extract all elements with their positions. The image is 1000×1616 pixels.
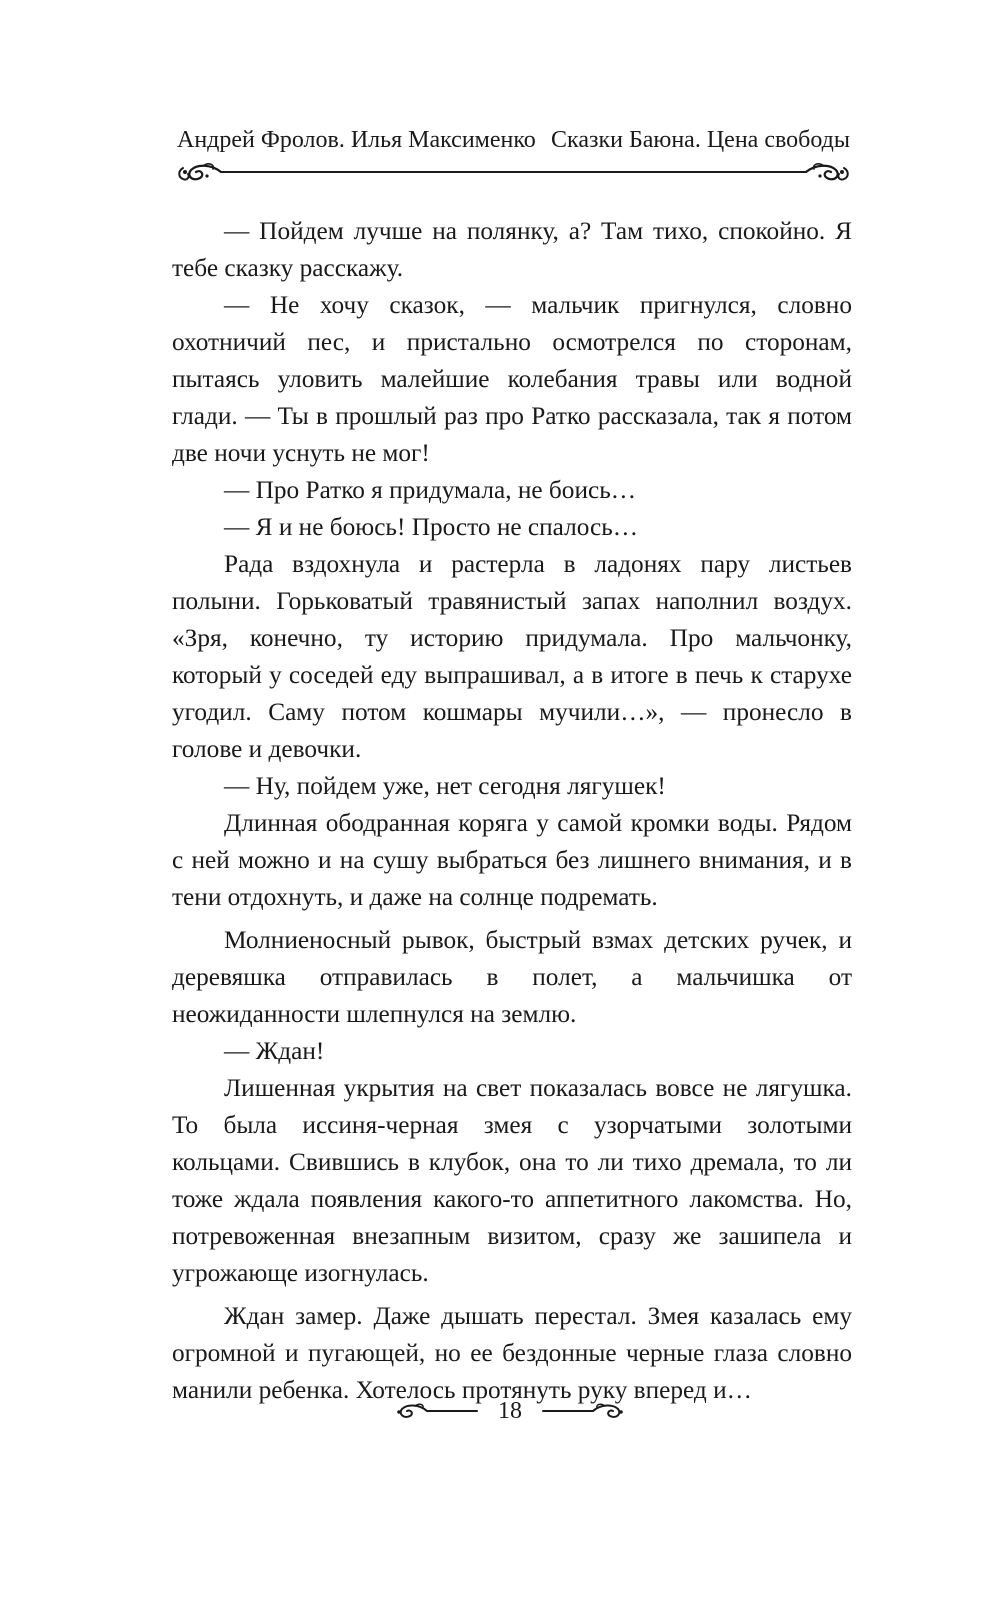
paragraph: — Про Ратко я придумала, не боись… [224, 476, 637, 504]
paragraph: Рада вздохнула и растерла в ладонях пару листьев полыни. Горьковатый травянистый запах наполнил воздух. «Зря, конечно, ту историю придумала. Про мальчонку, который у соседей еду выпрашивал, а в итоге в печь к старухе угодил. Саму потом кошмары мучили…», — пронесло в голове и девочки. [172, 550, 852, 763]
paragraph: — Не хочу сказок, — мальчик пригнулся, словно охотничий пес, и пристально осмотрелся по сторонам, пытаясь уловить малейшие колебания травы или водной глади. — Ты в прошлый раз про Ратко рассказала, так я потом две ночи уснуть не мог! [172, 291, 852, 467]
paragraph: — Ну, пойдем уже, нет сегодня лягушек! [224, 772, 666, 800]
paragraph: — Пойдем лучше на полянку, а? Там тихо, спокойно. Я тебе сказку расскажу. [172, 217, 852, 282]
paragraph: — Я и не боюсь! Просто не спалось… [224, 513, 639, 541]
body-text [172, 213, 852, 1409]
book-title: Сказки Баюна. Цена свободы [551, 127, 850, 153]
paragraph: Молниеносный рывок, быстрый взмах детских ручек, и деревяшка отправилась в полет, а мальчишка от неожиданности шлепнулся на землю. [172, 926, 852, 1028]
header-ornament-rule [175, 160, 852, 186]
paragraph: Длинная ободранная коряга у самой кромки воды. Рядом с ней можно и на сушу выбраться без лишнего внимания, и в тени отдохнуть, и даже на солнце подремать. [172, 809, 852, 911]
ornament-right-icon [540, 1402, 625, 1422]
ornament-flourish-icon [175, 160, 852, 186]
paragraph: — Ждан! [224, 1037, 325, 1065]
running-head [177, 120, 850, 160]
author-names: Андрей Фролов. Илья Максименко [177, 127, 536, 153]
paragraph: Лишенная укрытия на свет показалась вовсе не лягушка. То была иссиня-черная змея с узорчатыми золотыми кольцами. Свившись в клубок, она то ли тихо дремала, то ли тоже ждала появления какого-то аппетитного лакомства. Но, потревоженная внезапным визитом, сразу же зашипела и угрожающе изогнулась. [172, 1074, 852, 1287]
page-footer [395, 1396, 625, 1426]
paragraph: Ждан замер. Даже дышать перестал. Змея казалась ему огромной и пугающей, но ее бездонные черные глаза словно манили ребенка. Хотелось протянуть руку вперед и… [172, 1302, 852, 1404]
page-number: 18 [498, 1398, 522, 1424]
